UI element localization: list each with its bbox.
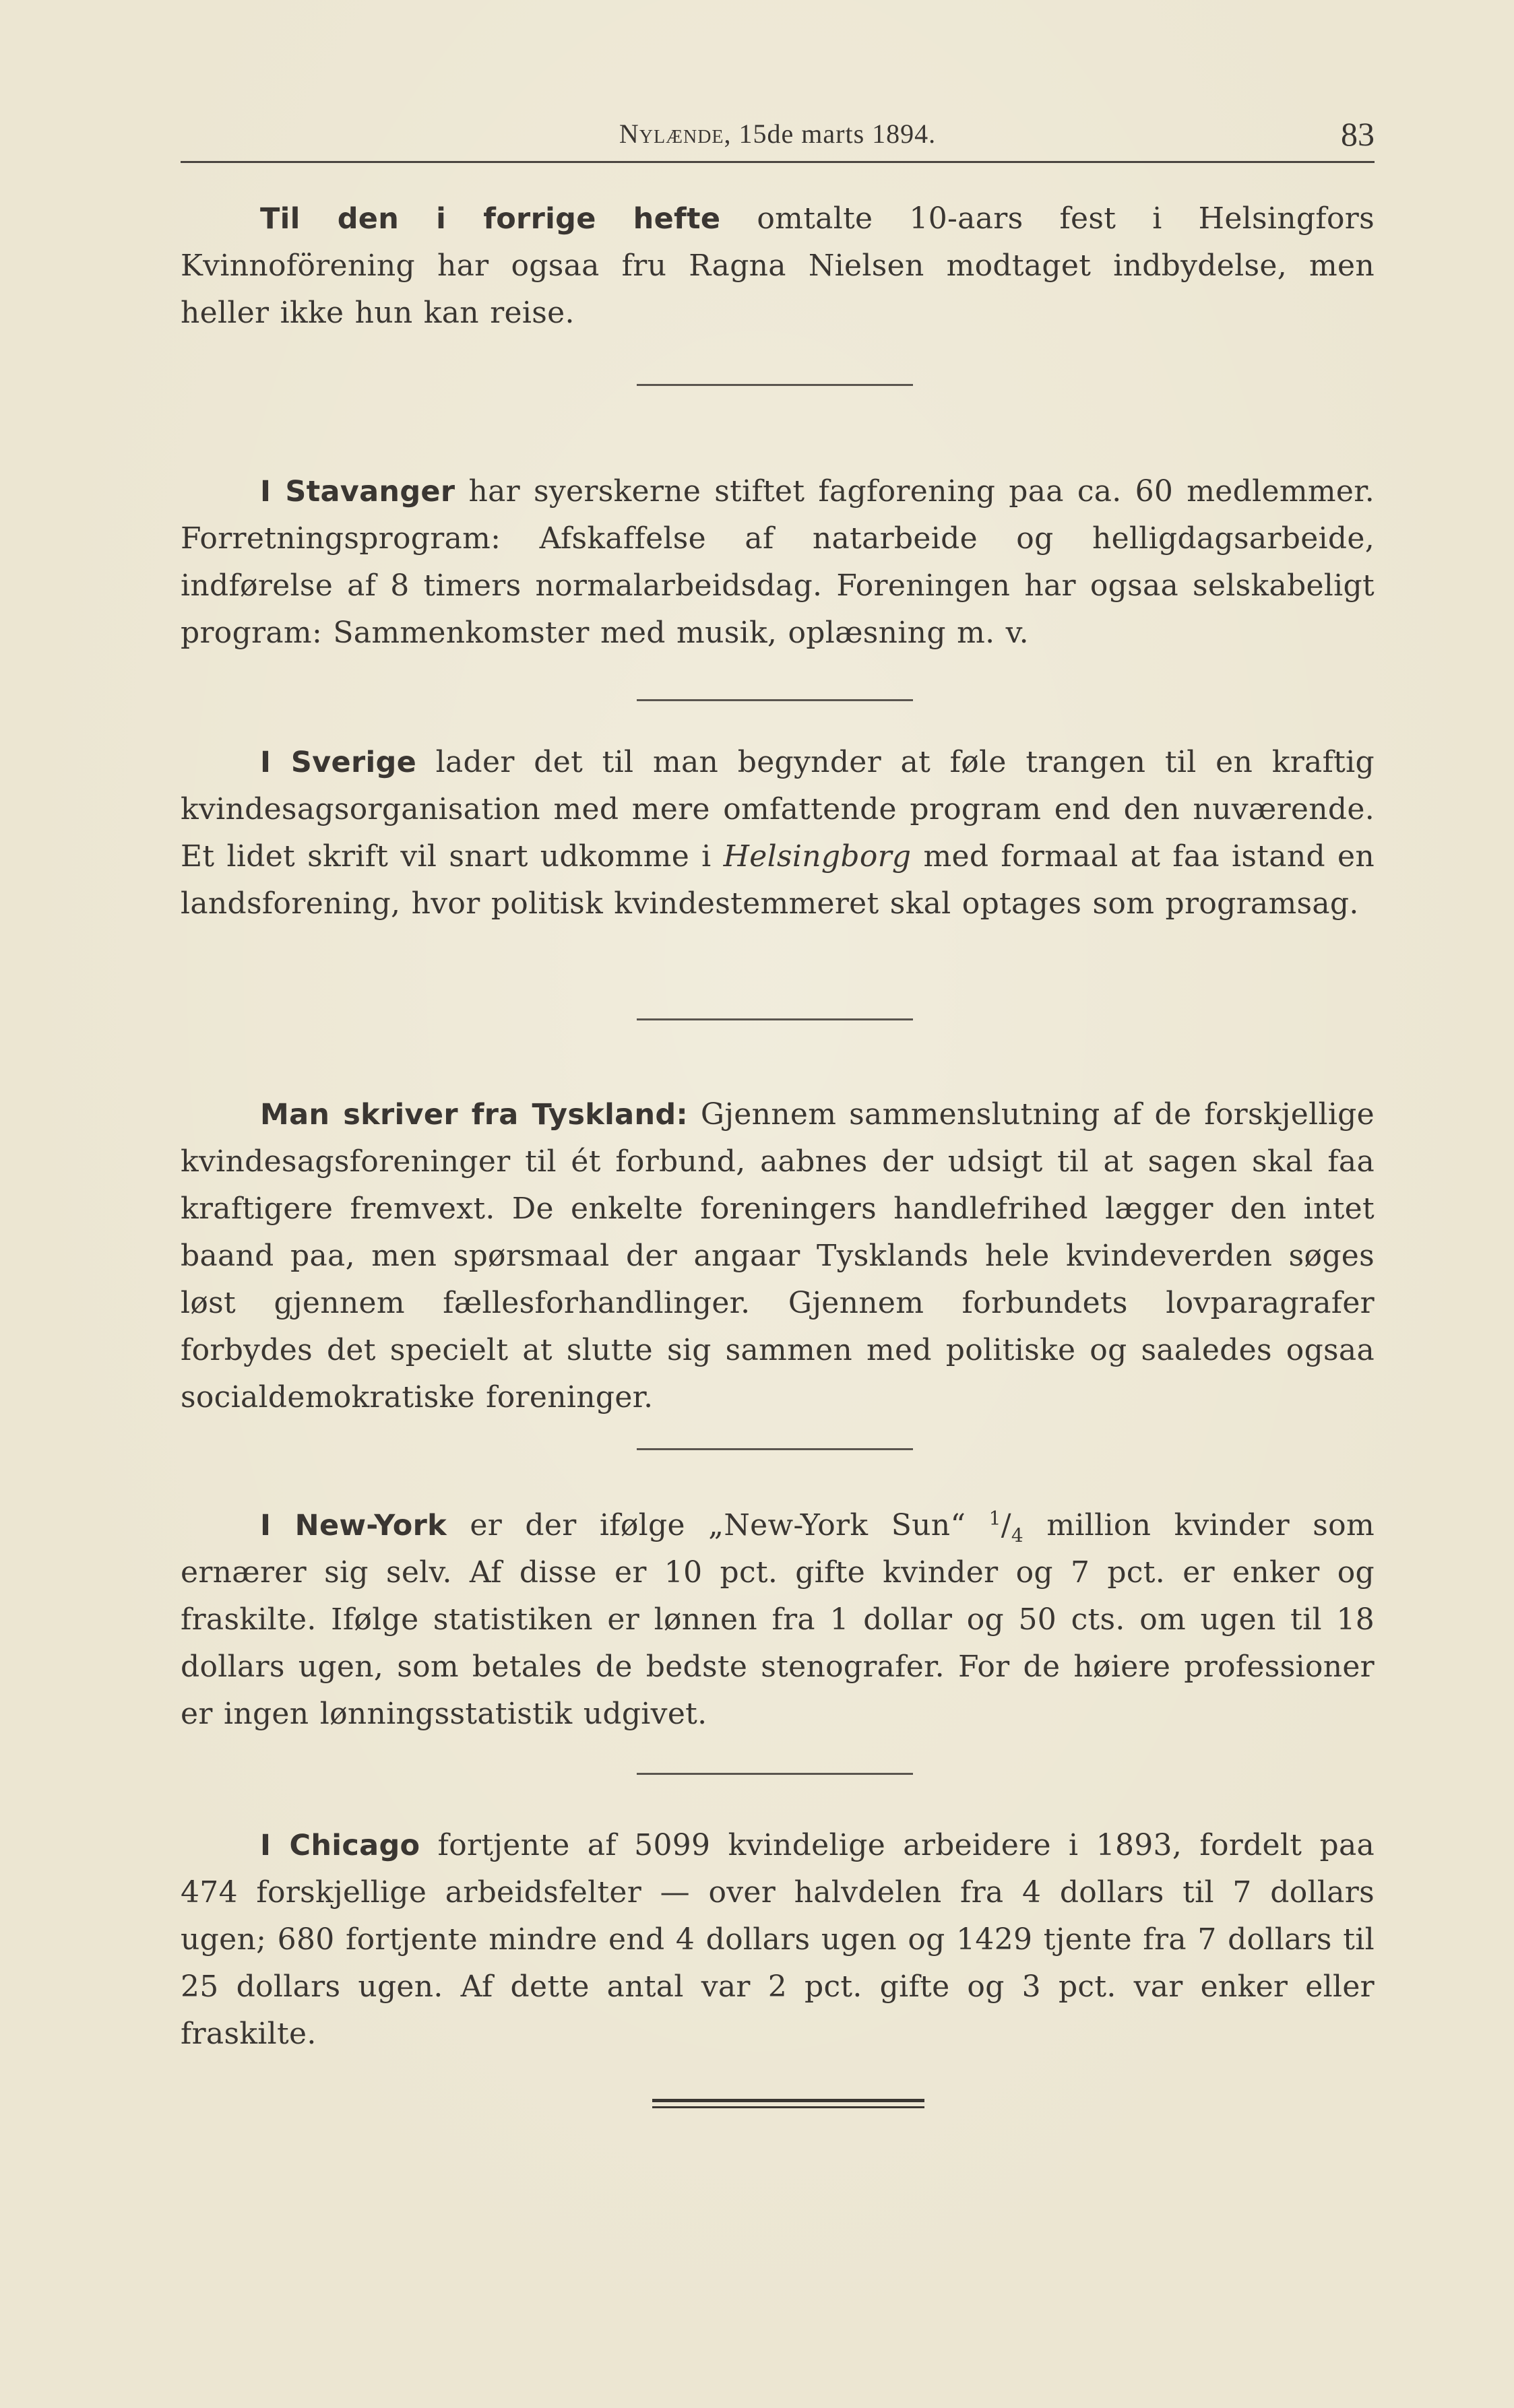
end-double-rule	[652, 2099, 924, 2108]
article-stavanger	[181, 468, 1375, 657]
section-separator	[637, 699, 913, 701]
article-lead: I New-York	[260, 1509, 447, 1542]
article-body: Gjennem sammenslutning af de forskjellige kvindesagsforeninger til ét forbund, aabnes der udsigt til at sagen skal faa kraftigere fremvext. De enkelte foreningers handlefrihed lægger den intet baand paa, men spørsmaal der angaar Tysklands hele kvindeverden søges løst gjennem fællesforhandlinger. Gjennem forbundets lovparagrafer forbydes det specielt at slutte sig sammen med politiske og saaledes ogsaa socialdemokratiske foreninger.	[181, 1097, 1375, 1414]
article-tyskland	[181, 1091, 1375, 1421]
fraction-numerator: 1	[988, 1507, 1001, 1530]
article-lead: Man skriver fra Tyskland:	[260, 1098, 688, 1132]
article-new-york: I New-York er der ifølge „New-York Sun“ $^1/_4$ million kvinder som ernærer sig selv. Af disse er 10 pct. gifte kvinder og 7 pct. er enker og fraskilte. Ifølge statistiken er lønnen fra 1 dollar og 50 cts. om ugen til 18 dollars ugen, som betales de bedste stenografer. For de høiere professioner er ingen lønningsstatistik udgivet.	[181, 1507, 1375, 1731]
article-helsingfors	[181, 195, 1375, 337]
running-head: Nylænde, 15de marts 1894.	[619, 119, 937, 149]
article-body: har syerskerne stiftet fagforening paa ca. 60 medlemmer. Forretningsprogram: Afskaffelse af natarbeide og helligdagsarbeide, indførelse af 8 timers normalarbeidsdag. Foreningen har ogsaa selskabeligt program: Sammenkomster med musik, oplæsning m. v.	[181, 474, 1375, 650]
article-body: omtalte 10-aars fest i Helsingfors Kvinnoförening har ogsaa fru Ragna Nielsen modtaget indbydelse, men heller ikke hun kan reise.	[181, 201, 1375, 330]
article-body: fortjente af 5099 kvindelige arbeidere i 1893, fordelt paa 474 forskjellige arbeidsfelter — over halvdelen fra 4 dollars til 7 dollars ugen; 680 fortjente mindre end 4 dollars ugen og 1429 tjente fra 7 dollars til 25 dollars ugen. Af dette antal var 2 pct. gifte og 3 pct. var enker eller fraskilte.	[181, 1828, 1375, 2051]
journal-name: Nylænde	[619, 119, 724, 149]
article-sverige	[181, 739, 1375, 928]
article-lead: I Chicago	[260, 1829, 420, 1862]
article-body: million kvinder som ernærer sig selv. Af disse er 10 pct. gifte kvinder og 7 pct. er enker og fraskilte. Ifølge statistiken er lønnen fra 1 dollar og 50 cts. om ugen til 18 dollars ugen, som betales de bedste stenografer. For de høiere professioner er ingen lønningsstatistik udgivet.	[181, 1508, 1375, 1731]
article-lead: I Sverige	[260, 746, 417, 779]
end-rule-thick	[652, 2099, 924, 2102]
article-body: er der ifølge „New-York Sun“	[447, 1508, 989, 1542]
article-lead: I Stavanger	[260, 475, 455, 509]
article-body: lader det til man begynder at føle trangen til en kraftig kvindesagsorganisation med mere omfattende program end den nuværende. Et lidet skrift vil snart udkomme i	[181, 745, 1375, 874]
page-header	[181, 111, 1375, 158]
section-separator	[637, 1773, 913, 1775]
page-number: 83	[1341, 115, 1375, 153]
article-lead: Til den i forrige hefte	[260, 202, 721, 236]
section-separator	[637, 384, 913, 386]
fraction-denominator: 4	[1011, 1524, 1023, 1547]
header-rule	[181, 161, 1375, 163]
article-body: med formaal at faa istand en landsforening, hvor politisk kvindestemmeret skal optages som programsag.	[181, 839, 1375, 921]
end-rule-thin	[652, 2106, 924, 2108]
section-separator	[637, 1448, 913, 1450]
section-separator	[637, 1018, 913, 1020]
place-name: Helsingborg	[723, 839, 912, 874]
issue-date: 15de marts 1894.	[738, 119, 937, 149]
article-chicago	[181, 1822, 1375, 2058]
